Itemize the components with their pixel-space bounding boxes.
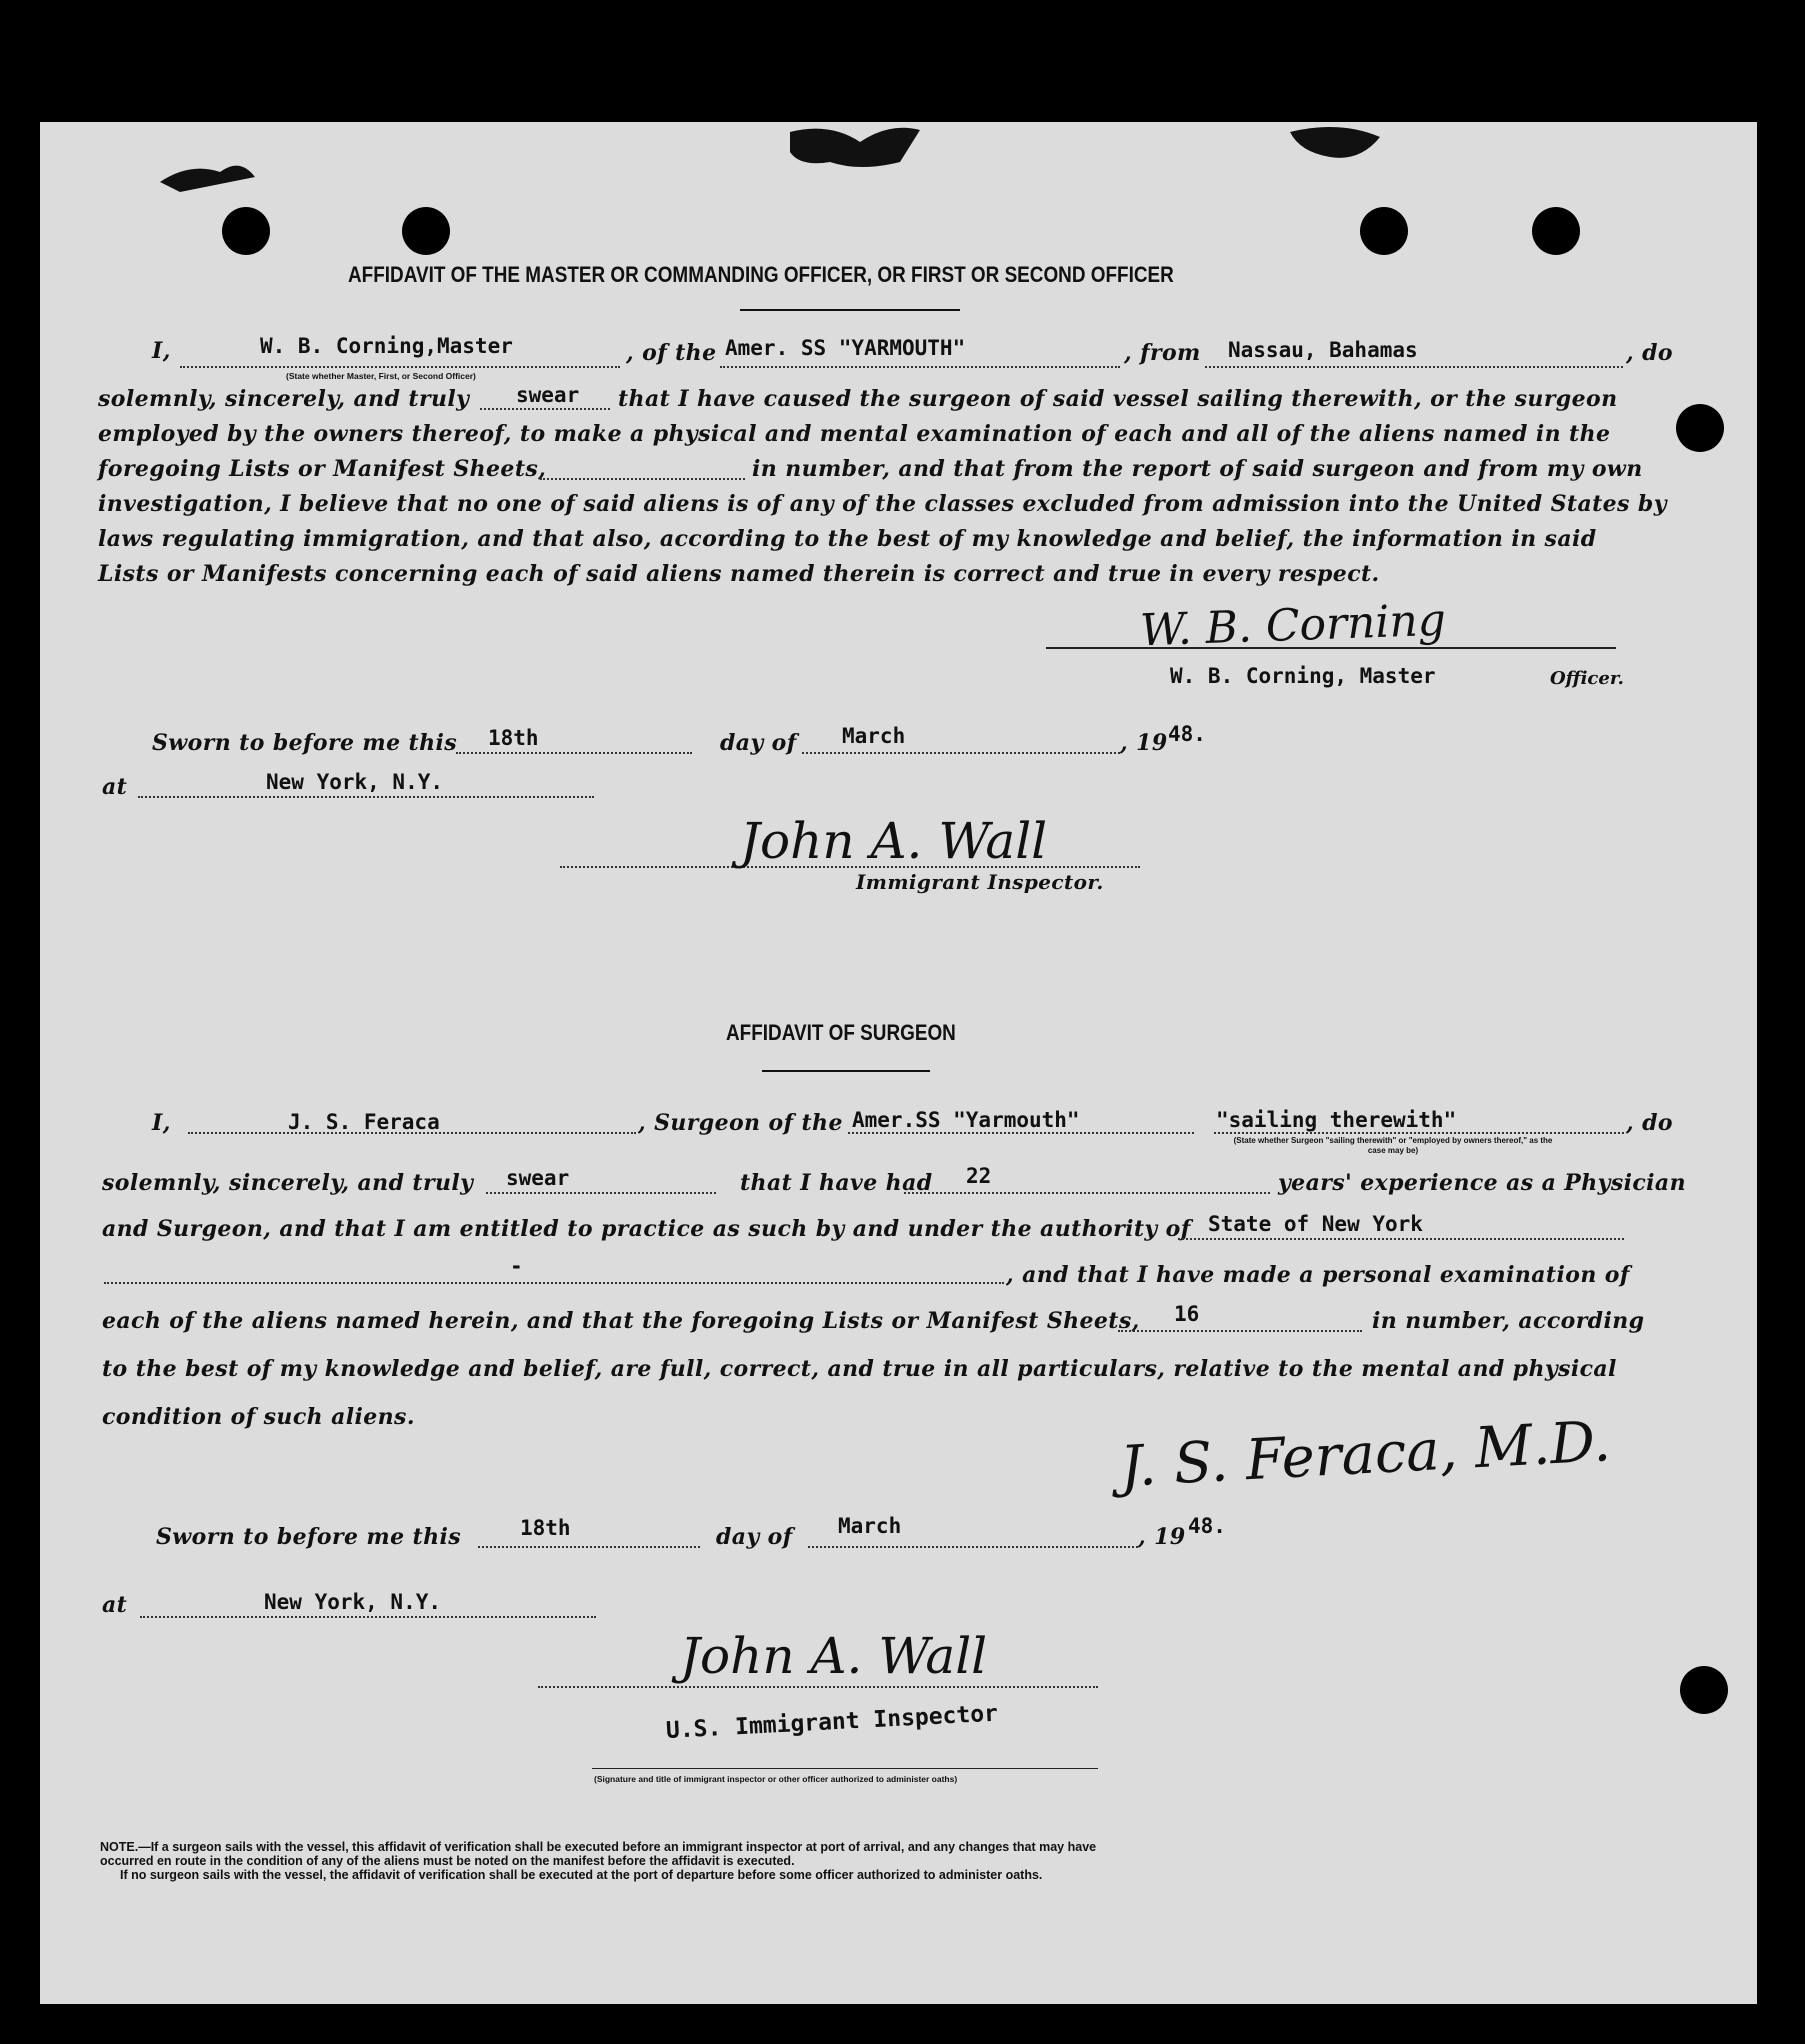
fill-line	[1178, 1238, 1624, 1240]
surgeon-line4-b: , and that I have made a personal examination of	[1006, 1262, 1630, 1288]
punch-hole	[402, 207, 450, 255]
text-do: , do	[1626, 340, 1673, 366]
fill-line	[802, 752, 1120, 754]
fill-line	[540, 478, 745, 480]
surgeon-name: J. S. Feraca	[288, 1110, 440, 1134]
punch-hole	[222, 207, 270, 255]
heading-underline	[740, 309, 960, 311]
text-from: , from	[1124, 340, 1201, 366]
master-line4-b: in number, and that from the report of said surgeon and from my own	[752, 456, 1643, 482]
heading-underline	[762, 1070, 930, 1072]
surgeon-sworn-day: 18th	[520, 1516, 571, 1540]
master-name: W. B. Corning,Master	[260, 334, 513, 358]
surgeon-place: New York, N.Y.	[264, 1590, 442, 1614]
fill-line	[1118, 1330, 1362, 1332]
master-line2-b: that I have caused the surgeon of said vessel sailing therewith, or the surgeon	[618, 386, 1618, 412]
surgeon-vessel: Amer.SS "Yarmouth"	[852, 1108, 1080, 1132]
fill-line	[480, 408, 610, 410]
surgeon-signature: J. S. Feraca, M.D.	[1118, 1409, 1613, 1500]
fill-line	[1205, 366, 1623, 368]
master-signer-typed: W. B. Corning, Master	[1170, 664, 1436, 688]
punch-hole	[1680, 1666, 1728, 1714]
at-label: at	[102, 774, 128, 800]
inspector-signature: John A. Wall	[740, 812, 1048, 870]
master-line4-a: foregoing Lists or Manifest Sheets,	[98, 456, 547, 482]
master-name-hint: (State whether Master, First, or Second Officer)	[286, 371, 476, 381]
footnote-line1: NOTE.—If a surgeon sails with the vessel, this affidavit of verification shall be executed before an immigrant inspector at port of arrival, and any changes that may have	[100, 1840, 1097, 1854]
fill-line	[180, 366, 620, 368]
torn-edge-marks	[40, 122, 1757, 192]
fill-line	[456, 752, 692, 754]
year-prefix: , 19	[1120, 730, 1168, 756]
surgeon-line5-a: each of the aliens named herein, and that the foregoing Lists or Manifest Sheets,	[102, 1308, 1140, 1334]
master-signature: W. B. Corning	[1139, 594, 1447, 657]
surgeon-sailing: "sailing therewith"	[1216, 1108, 1457, 1132]
text-surgeon-of: , Surgeon of the	[638, 1110, 843, 1136]
surgeon-line6: to the best of my knowledge and belief, are full, correct, and true in all particulars, relative to the mental and physical	[102, 1356, 1617, 1382]
text-of-the: , of the	[626, 340, 717, 366]
surgeon-sheets: 16	[1174, 1302, 1200, 1326]
sailing-hint: (State whether Surgeon "sailing therewith" or "employed by owners thereof," as the case may be)	[1233, 1136, 1553, 1155]
inspector-title: Immigrant Inspector.	[856, 870, 1104, 894]
surgeon-authority: State of New York	[1208, 1212, 1423, 1236]
fill-line	[538, 1686, 1098, 1688]
fill-line	[140, 1616, 596, 1618]
fill-line	[1214, 1132, 1624, 1134]
fill-line	[848, 1132, 1194, 1134]
surgeon-line2-c: years' experience as a Physician	[1278, 1170, 1686, 1196]
master-sworn-month: March	[842, 724, 906, 748]
sworn-label: Sworn to before me this	[152, 730, 458, 756]
master-line3: employed by the owners thereof, to make a physical and mental examination of each and all of the aliens named in the	[98, 421, 1611, 447]
text-i: I,	[152, 1110, 171, 1136]
surgeon-years: 22	[966, 1164, 992, 1188]
master-line2-a: solemnly, sincerely, and truly	[98, 386, 470, 412]
surgeon-line2-b: that I have had	[740, 1170, 933, 1196]
fill-line	[720, 366, 1120, 368]
at-label: at	[102, 1592, 128, 1618]
year-prefix: , 19	[1138, 1524, 1186, 1550]
surgeon-line7: condition of such aliens.	[102, 1404, 415, 1430]
footnote-line3: If no surgeon sails with the vessel, the affidavit of verification shall be executed at the port of departure before some officer authorized to administer oaths.	[120, 1868, 1043, 1882]
signature-line	[592, 1768, 1098, 1769]
punch-hole	[1676, 404, 1724, 452]
master-vessel: Amer. SS "YARMOUTH"	[725, 336, 966, 360]
day-of-label: day of	[720, 730, 797, 756]
surgeon-year: 48.	[1188, 1514, 1226, 1538]
surgeon-swear: swear	[506, 1166, 570, 1190]
inspector-title: U.S. Immigrant Inspector	[665, 1700, 999, 1744]
punch-hole	[1360, 207, 1408, 255]
master-affidavit-heading: AFFIDAVIT OF THE MASTER OR COMMANDING OFFICER, OR FIRST OR SECOND OFFICER	[348, 262, 1174, 287]
punch-hole	[1532, 207, 1580, 255]
surgeon-affidavit-heading: AFFIDAVIT OF SURGEON	[726, 1020, 956, 1045]
text-do: , do	[1626, 1110, 1673, 1136]
affidavit-sheet	[40, 122, 1757, 2004]
master-line5: investigation, I believe that no one of said aliens is of any of the classes excluded from admission into the United States by	[98, 491, 1667, 517]
day-of-label: day of	[716, 1524, 793, 1550]
master-signer-suffix: Officer.	[1550, 668, 1624, 689]
inspector-signature: John A. Wall	[680, 1627, 988, 1685]
text-i: I,	[152, 338, 171, 364]
surgeon-line2-a: solemnly, sincerely, and truly	[102, 1170, 474, 1196]
master-swear: swear	[516, 383, 580, 407]
master-place: New York, N.Y.	[266, 770, 444, 794]
surgeon-line3-a: and Surgeon, and that I am entitled to practice as such by and under the authority of	[102, 1216, 1191, 1242]
inspector-hint: (Signature and title of immigrant inspector or other officer authorized to administer oaths)	[594, 1774, 958, 1784]
footnote-line2: occurred en route in the condition of any of the aliens must be noted on the manifest before the affidavit is executed.	[100, 1854, 795, 1868]
master-year: 48.	[1168, 722, 1206, 746]
fill-line	[904, 1192, 1270, 1194]
sworn-label: Sworn to before me this	[156, 1524, 462, 1550]
master-sworn-day: 18th	[488, 726, 539, 750]
master-line6: laws regulating immigration, and that also, according to the best of my knowledge and belief, the information in said	[98, 526, 1597, 552]
fill-line	[808, 1546, 1138, 1548]
fill-line	[478, 1546, 700, 1548]
master-line7: Lists or Manifests concerning each of said aliens named therein is correct and true in every respect.	[98, 561, 1380, 587]
surgeon-line4-blank: -	[510, 1254, 523, 1278]
surgeon-sworn-month: March	[838, 1514, 902, 1538]
fill-line	[486, 1192, 716, 1194]
fill-line	[138, 796, 594, 798]
fill-line	[104, 1282, 1004, 1284]
master-port: Nassau, Bahamas	[1228, 338, 1418, 362]
surgeon-line5-b: in number, according	[1372, 1308, 1645, 1334]
